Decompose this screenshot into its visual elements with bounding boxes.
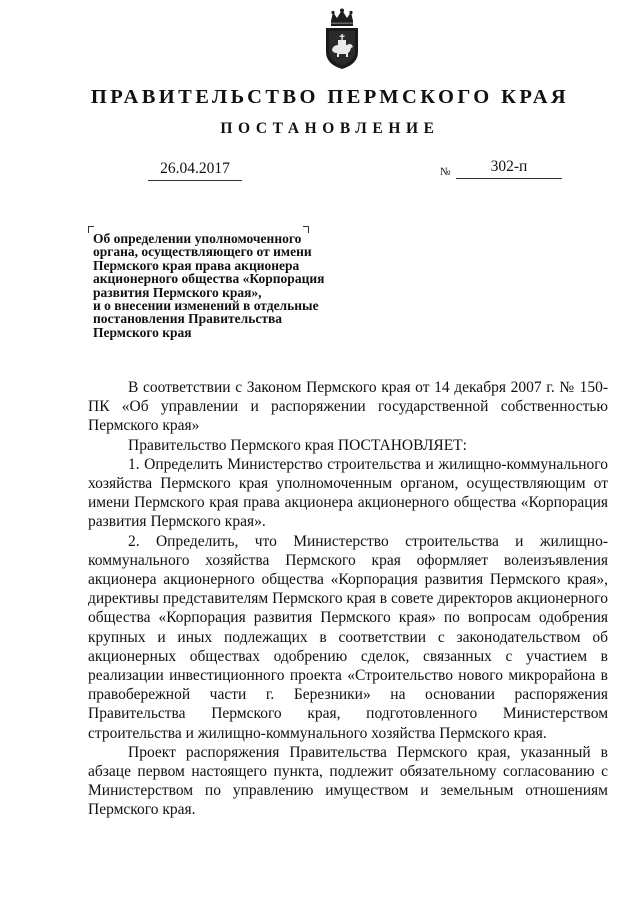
- subject-line: развития Пермского края»,: [93, 284, 262, 300]
- date-underline: [148, 180, 242, 181]
- coat-of-arms-icon: [321, 8, 363, 70]
- subject-line: Об определении уполномоченного: [93, 231, 302, 246]
- paragraph-item-2: 2. Определить, что Министерство строительства и жилищно-коммунального хозяйства Пермского края оформляет волеизъявления акционера акционерного общества «Корпорация развития Пермского края», директивы представителям Пермского края в совете директоров акционерного общества «Корпорация развития Пермского края» по вопросам одобрения крупных и иных подлежащих в соответствии с законодательством об акционерных обществах одобрению сделок, связанных с участием в реализации инвестиционного проекта «Строительство нового микрорайона в правобережной части г. Березники» на основании распоряжения Правительства Пермского края, подготовленного Министерством строительства и жилищно-коммунального хозяйства Пермского края.: [88, 532, 608, 742]
- document-body: [88, 378, 608, 820]
- subject-line: Пермского края права акционера: [93, 257, 300, 273]
- subject-line: органа, осуществляющего от имени: [93, 244, 312, 260]
- subject-line: и о внесении изменений в отдельные: [93, 298, 319, 314]
- paragraph-item-1: 1. Определить Министерство строительства и жилищно-коммунального хозяйства Пермского края уполномоченным органом, осуществляющим от имени Пермского края права акционера акционерного общества «Корпорация развития Пермского края».: [88, 455, 608, 531]
- document-subject: [93, 232, 393, 339]
- subject-line: постановления Правительства: [93, 311, 282, 327]
- paragraph-item-2-draft: Проект распоряжения Правительства Пермского края, указанный в абзаце первом настоящего пункта, подлежит обязательному согласованию с Министерством по управлению имуществом и земельным отношениям Пермского края.: [88, 743, 608, 819]
- subject-line: Пермского края: [93, 324, 192, 340]
- document-date: 26.04.2017: [160, 160, 230, 177]
- document-number: 302-п: [490, 158, 528, 175]
- paragraph-preamble: В соответствии с Законом Пермского края от 14 декабря 2007 г. № 150-ПК «Об управлении и распоряжении государственной собственностью Пермского края»: [88, 379, 608, 435]
- paragraph-resolves: Правительство Пермского края ПОСТАНОВЛЯЕТ:: [128, 436, 467, 454]
- government-title: ПРАВИТЕЛЬСТВО ПЕРМСКОГО КРАЯ: [90, 86, 570, 108]
- document-type: ПОСТАНОВЛЕНИЕ: [220, 120, 440, 137]
- number-sign: №: [440, 166, 451, 178]
- number-underline: [456, 178, 562, 179]
- subject-line: акционерного общества «Корпорация: [93, 271, 325, 287]
